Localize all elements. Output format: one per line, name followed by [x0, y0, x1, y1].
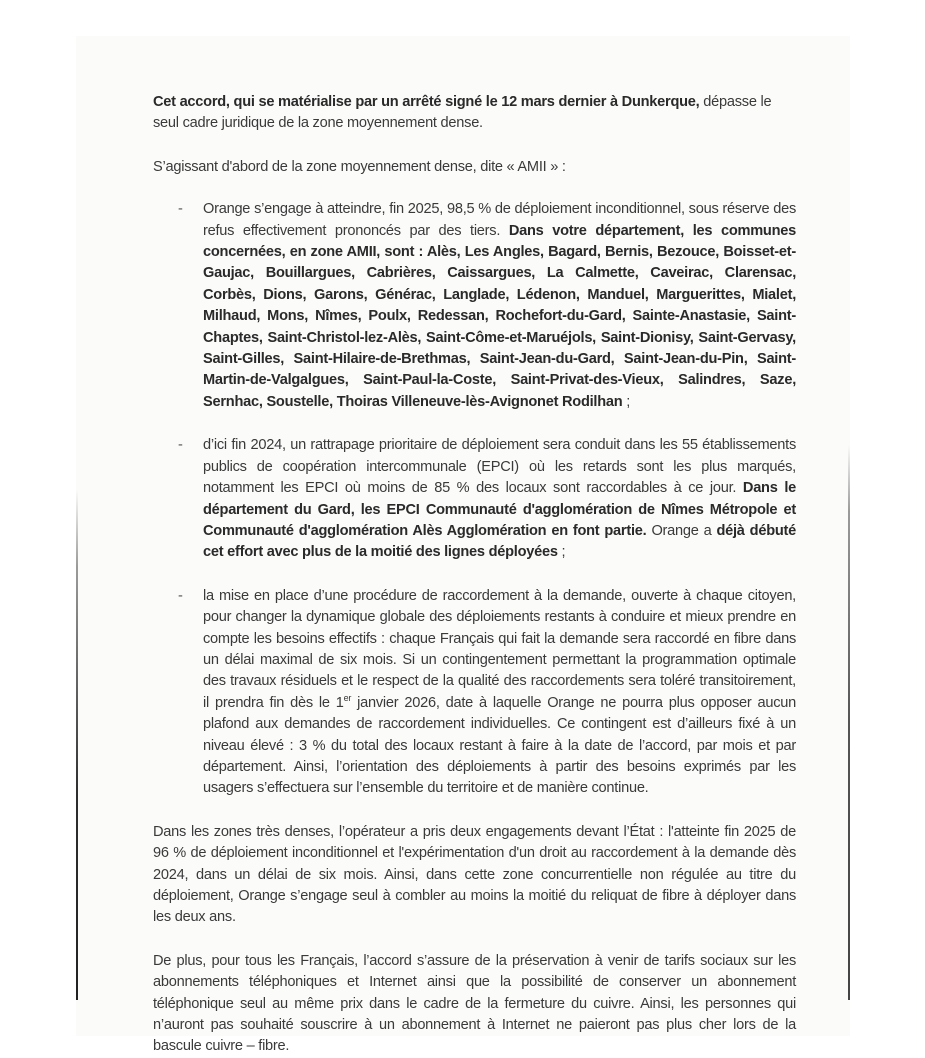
tarifs-sociaux-paragraph: De plus, pour tous les Français, l’accord s’assure de la préservation à venir de tarifs sociaux sur les abonnements téléphoniques et Internet ainsi que la possibilité de conserver un abonnement téléphonique seul au même prix dans le cadre de la fermeture du cuivre. Ainsi, les personnes qui n’auront pas souhaité souscrire à un abonnement à Internet ne paieront pas plus cher lors de la bascule cuivre – fibre. [153, 952, 796, 1055]
bullet-dash: - [178, 437, 183, 454]
bullet-text-end: ; [557, 544, 566, 561]
bullet-text: d’ici fin 2024, un rattrapage prioritaire de déploiement sera conduit dans les 55 établissements publics de coopération intercommunale (EPCI) où les retards sont les plus marqués, notamment les EPCI où moins de 85 % des locaux sont raccordables à ce jour. [203, 437, 796, 497]
amii-lead-paragraph: S’agissant d'abord de la zone moyennement dense, dite « AMII » : [153, 158, 566, 175]
page-edge-right [848, 445, 850, 1000]
intro-text: dépasse le seul cadre juridique de la zone moyennement dense. [153, 94, 772, 132]
list-item-on-demand-connection [153, 586, 796, 800]
effort-started-bold: déjà débuté cet effort avec plus de la moitié des lignes déployées [203, 522, 796, 561]
bullet-text-end: janvier 2026, date à laquelle Orange ne pourra plus opposer aucun plafond aux demandes de raccordement individuelles. Ce contingent est d’ailleurs fixé à un niveau élevé : 3 % du total des locaux restant à faire à la date de l’accord, par mois et par département. Ainsi, l’orientation des déploiements à partir des besoins exprimés par les usagers s’effectuera sur l’ensemble du territoire et de manière continue. [203, 694, 796, 797]
bullet-text-end: ; [622, 393, 631, 410]
amii-commitments-list [153, 199, 796, 800]
intro-paragraph [153, 92, 796, 135]
superscript-er: er [343, 692, 352, 703]
bullet-text-mid: Orange a [646, 522, 717, 539]
intro-bold-text: Cet accord, qui se matérialise par un arrêté signé le 12 mars dernier à Dunkerque, [153, 94, 700, 110]
document-body [153, 92, 796, 1058]
list-item-deployment-target [153, 199, 796, 413]
zones-tres-denses-paragraph: Dans les zones très denses, l’opérateur a pris deux engagements devant l’État : l'atteinte fin 2025 de 96 % de déploiement inconditionnel et l'expérimentation d'un droit au raccordement à la demande dès 2024, dans un délai de six mois. Ainsi, dans cette zone concurrentielle non régulée au titre du déploiement, Orange s’engage seul à combler au moins la moitié du reliquat de fibre à déployer dans les deux ans. [153, 823, 796, 926]
bullet-text: la mise en place d’une procédure de raccordement à la demande, ouverte à chaque citoyen, pour changer la dynamique globale des déploiements restants à conduire et mieux prendre en compte les besoins effectifs : chaque Français qui fait la demande sera raccordé en fibre dans un délai maximal de six mois. Si un contingentement permettant la programmation optimale des travaux résiduels et le respect de la qualité des raccordements sera toléré transitoirement, il prendra fin dès le 1 [203, 587, 796, 711]
bullet-dash: - [178, 587, 183, 604]
page-edge-left [76, 490, 78, 1000]
bullet-text: Orange s’engage à atteindre, fin 2025, 98,5 % de déploiement inconditionnel, sous réserve des refus effectivement prononcés par des tiers. [203, 201, 796, 239]
list-item-epci-catchup [153, 435, 796, 563]
gard-epci-bold: Dans le département du Gard, les EPCI Communauté d'agglomération de Nîmes Métropole et Communauté d'agglomération Alès Agglomération en font partie. [203, 480, 796, 539]
communes-list-bold: Dans votre département, les communes concernées, en zone AMII, sont : Alès, Les Angles, Bagard, Bernis, Bezouce, Boisset-et-Gaujac, Bouillargues, Cabrières, Caissargues, La Calmette, Caveirac, Clarensac, Corbès, Dions, Garons, Générac, Langlade, Lédenon, Manduel, Marguerittes, Mialet, Milhaud, Mons, Nîmes, Poulx, Redessan, Rochefort-du-Gard, Sainte-Anastasie, Saint-Chaptes, Saint-Christol-lez-Alès, Saint-Côme-et-Maruéjols, Saint-Dionisy, Saint-Gervasy, Saint-Gilles, Saint-Hilaire-de-Brethmas, Saint-Jean-du-Gard, Saint-Jean-du-Pin, Saint-Martin-de-Valgalgues, Saint-Paul-la-Coste, Saint-Privat-des-Vieux, Salindres, Saze, Sernhac, Soustelle, Thoiras Villeneuve-lès-Avignonet Rodilhan [203, 222, 796, 410]
bullet-dash: - [178, 201, 183, 218]
